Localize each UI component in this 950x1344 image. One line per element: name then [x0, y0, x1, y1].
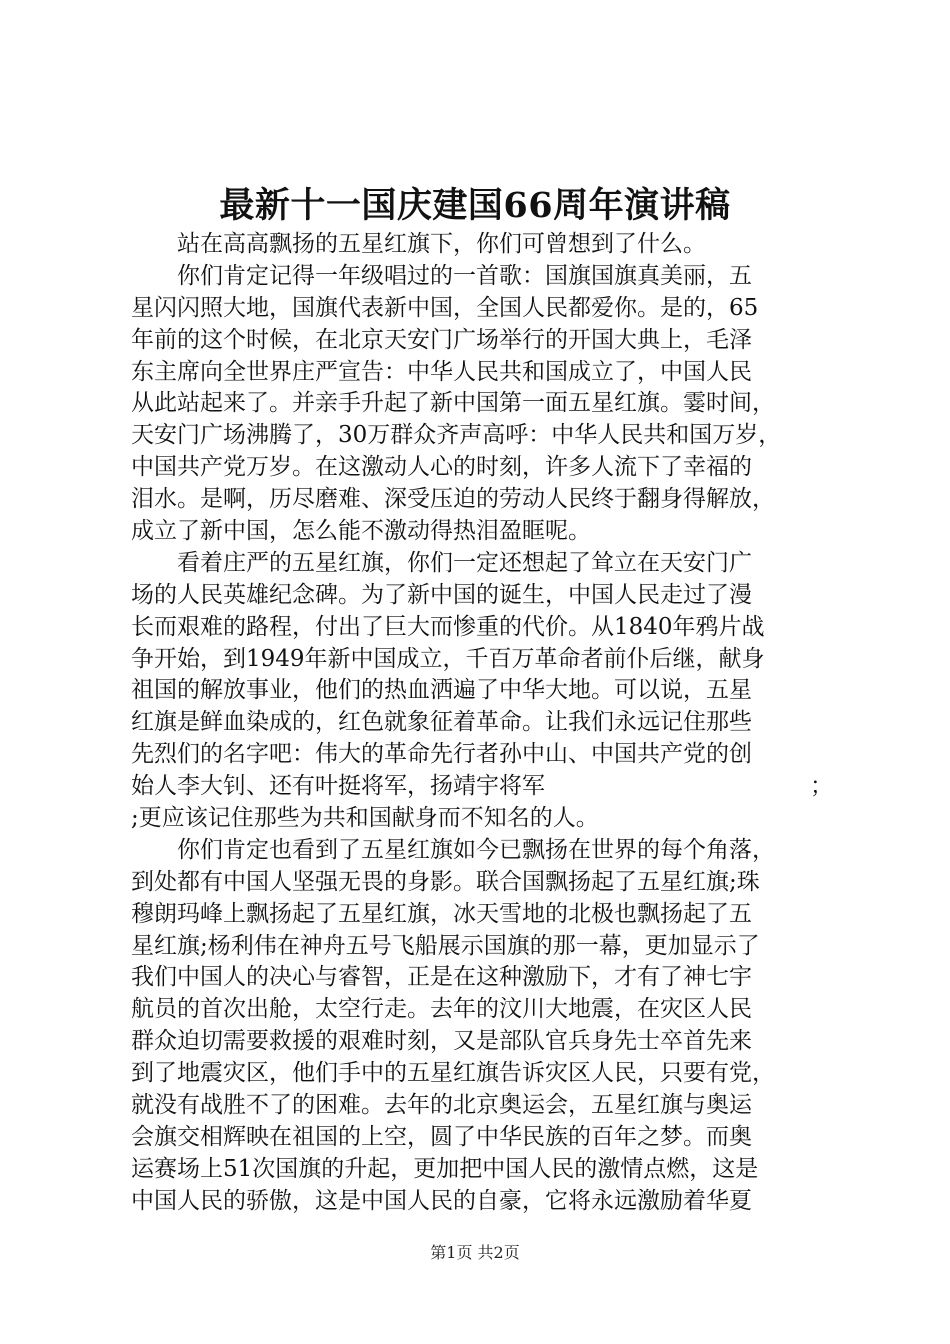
text-line: 泪水。是啊，历尽磨难、深受压迫的劳动人民终于翻身得解放，: [131, 486, 775, 513]
text-line-split: [131, 771, 833, 803]
text-line: 东主席向全世界庄严宣告：中华人民共和国成立了，中国人民: [131, 358, 752, 385]
text-line: 航员的首次出舱，太空行走。去年的汶川大地震，在灾区人民: [131, 996, 752, 1023]
text-line: 穆朗玛峰上飘扬起了五星红旗，冰天雪地的北极也飘扬起了五: [131, 900, 752, 927]
text-line: 会旗交相辉映在祖国的上空，圆了中华民族的百年之梦。而奥: [131, 1123, 752, 1150]
text-line: 先烈们的名字吧：伟大的革命先行者孙中山、中国共产党的创: [131, 741, 752, 768]
text-line: 星红旗;杨利伟在神舟五号飞船展示国旗的那一幕，更加显示了: [131, 932, 760, 959]
text-line: 年前的这个时候，在北京天安门广场举行的开国大典上，毛泽: [131, 326, 752, 353]
text-line: 看着庄严的五星红旗，你们一定还想起了耸立在天安门广: [177, 549, 752, 576]
text-line: 从此站起来了。并亲手升起了新中国第一面五星红旗。霎时间，: [131, 390, 775, 417]
text-line: 我们中国人的决心与睿智，正是在这种激励下，才有了神七宇: [131, 964, 752, 991]
page-footer: 第1页 共2页: [430, 1243, 520, 1262]
text-line: 你们肯定也看到了五星红旗如今已飘扬在世界的每个角落，: [177, 836, 775, 863]
text-line: 到处都有中国人坚强无畏的身影。联合国飘扬起了五星红旗;珠: [131, 868, 760, 895]
text-line: 争开始，到1949年新中国成立，千百万革命者前仆后继，献身: [131, 645, 765, 672]
text-line: 站在高高飘扬的五星红旗下，你们可曾想到了什么。: [177, 231, 706, 257]
text-line: 红旗是鲜血染成的，红色就象征着革命。让我们永远记住那些: [131, 709, 752, 736]
text-line: 天安门广场沸腾了，30万群众齐声高呼：中华人民共和国万岁，: [131, 422, 782, 449]
text-segment: ；: [810, 773, 833, 800]
text-line: 星闪闪照大地，国旗代表新中国，全国人民都爱你。是的，65: [131, 294, 759, 321]
text-line: 中国人民的骄傲，这是中国人民的自豪，它将永远激励着华夏: [131, 1187, 752, 1214]
text-line: 运赛场上51次国旗的升起，更加把中国人民的激情点燃，这是: [131, 1155, 759, 1182]
text-line: 成立了新中国，怎么能不激动得热泪盈眶呢。: [131, 518, 591, 545]
text-line: ;更应该记住那些为共和国献身而不知名的人。: [131, 805, 599, 832]
text-line: 群众迫切需要救援的艰难时刻，又是部队官兵身先士卒首先来: [131, 1028, 752, 1055]
text-line: 长而艰难的路程，付出了巨大而惨重的代价。从1840年鸦片战: [131, 613, 765, 640]
text-line: 到了地震灾区，他们手中的五星红旗告诉灾区人民，只要有党，: [131, 1060, 775, 1087]
text-line: 就没有战胜不了的困难。去年的北京奥运会，五星红旗与奥运: [131, 1092, 752, 1119]
text-line: 中国共产党万岁。在这激动人心的时刻，许多人流下了幸福的: [131, 454, 752, 481]
text-line: 你们肯定记得一年级唱过的一首歌：国旗国旗真美丽，五: [177, 262, 752, 289]
text-segment: 始人李大钊、还有叶挺将军，扬靖宇将军: [131, 773, 545, 800]
document-title: 最新十一国庆建国66周年演讲稿: [219, 185, 731, 226]
document-body: [131, 229, 833, 1218]
text-line: 祖国的解放事业，他们的热血洒遍了中华大地。可以说，五星: [131, 677, 752, 704]
text-line: 场的人民英雄纪念碑。为了新中国的诞生，中国人民走过了漫: [131, 581, 752, 608]
